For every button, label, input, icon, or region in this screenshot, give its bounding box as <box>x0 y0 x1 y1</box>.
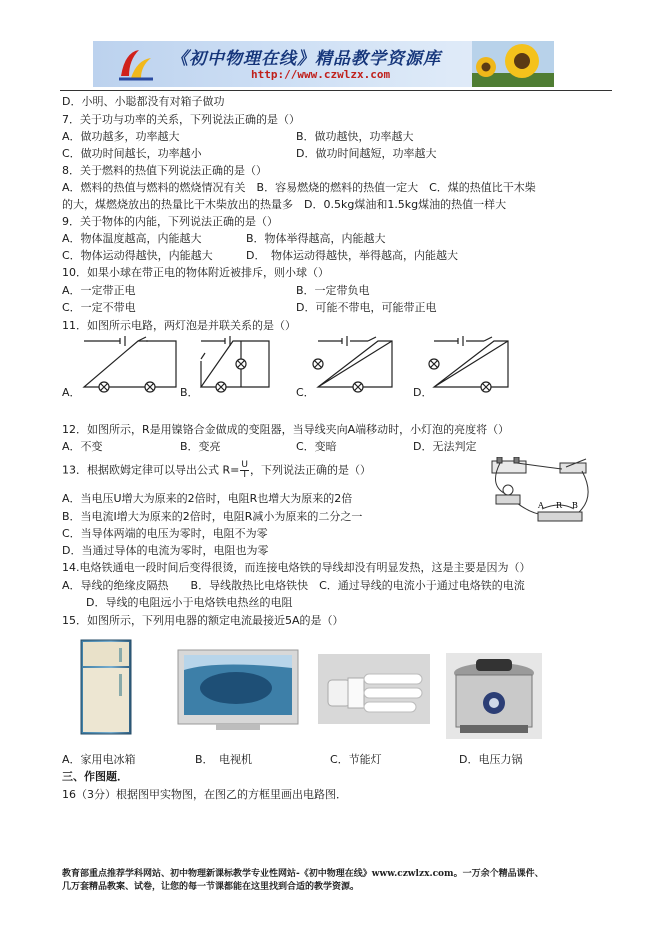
q11-circuit-a <box>78 335 182 395</box>
q15-stem: 15．如图所示，下列用电器的额定电流最接近5A的是（） <box>62 614 344 627</box>
q11-option-b-label: B． <box>180 386 199 399</box>
q11-option-a-label: A． <box>62 386 81 399</box>
q10-option-a: A．一定带正电 <box>62 284 136 297</box>
q12-option-a: A．不变 <box>62 440 103 453</box>
q11-option-c-label: C． <box>296 386 315 399</box>
q10-option-b: B．一定带负电 <box>296 284 370 297</box>
rheostat-label-r: R <box>556 501 563 510</box>
fridge-image <box>79 638 133 736</box>
q12-option-c: C．变暗 <box>296 440 337 453</box>
q15-option-b: B． 电视机 <box>195 753 253 766</box>
q11-circuit-d <box>428 335 514 395</box>
q13-option-c: C．当导体两端的电压为零时，电阻不为零 <box>62 527 268 540</box>
q13-stem-prefix: 13．根据欧姆定律可以导出公式 R= <box>62 463 240 477</box>
q7-stem: 7．关于功与功率的关系，下列说法正确的是（） <box>62 113 300 126</box>
banner-url[interactable]: http://www.czwlzx.com <box>251 68 391 81</box>
q11-circuit-c <box>312 335 398 395</box>
q8-options-line1: A．燃料的热值与燃料的燃烧情况有关 B．容易燃烧的燃料的热值一定大 C．煤的热值比干木柴 <box>62 181 536 194</box>
q12-option-b: B．变亮 <box>180 440 221 453</box>
q13-option-b: B．当电流I增大为原来的2倍时，电阻R减小为原来的二分之一 <box>62 510 363 523</box>
q13-stem <box>62 461 371 480</box>
q12-option-d: D．无法判定 <box>413 440 477 453</box>
q9-stem: 9．关于物体的内能，下列说法正确的是（） <box>62 215 278 228</box>
q14-options-line2: D．导线的电阻远小于电烙铁电热丝的电阻 <box>86 596 293 609</box>
q7-option-d: D．做功时间越短，功率越大 <box>296 147 437 160</box>
site-logo-icon <box>115 46 157 82</box>
q10-option-c: C．一定不带电 <box>62 301 136 314</box>
ohm-fraction <box>240 461 249 480</box>
q10-stem: 10．如果小球在带正电的物体附近被排斥，则小球（） <box>62 266 329 279</box>
q15-option-c: C．节能灯 <box>330 753 382 766</box>
q9-option-a: A．物体温度越高，内能越大 <box>62 232 202 245</box>
banner-title: 《初中物理在线》精品教学资源库 <box>171 49 441 69</box>
tv-image <box>176 648 300 732</box>
q14-options-line1: A．导线的绝缘皮隔热 B．导线散热比电烙铁快 C．通过导线的电流小于通过电烙铁的电流 <box>62 579 525 592</box>
q13-stem-suffix: ，下列说法正确的是（） <box>249 463 371 477</box>
section-3-heading: 三、作图题． <box>62 770 128 783</box>
q7-option-c: C．做功时间越长，功率越小 <box>62 147 202 160</box>
energy-saving-lamp-image <box>318 654 430 724</box>
q7-option-b: B．做功越快，功率越大 <box>296 130 414 143</box>
q8-options-line2: 的大，煤燃烧放出的热量比干木柴放出的热量多 D．0.5kg煤油和1.5kg煤油的热值一样大 <box>62 198 507 211</box>
pressure-cooker-image <box>446 653 542 739</box>
q11-circuit-b <box>195 335 275 395</box>
footer-line-2: 几万套精品教案、试卷，让您的每一节课都能在这里找到合适的教学资源。 <box>62 882 360 892</box>
q14-stem: 14.电烙铁通电一段时间后变得很烫，而连接电烙铁的导线却没有明显发热，这是主要是因为（） <box>62 561 531 574</box>
q12-rheostat-figure <box>486 457 598 527</box>
header-rule <box>60 90 612 91</box>
q8-stem: 8．关于燃料的热值下列说法正确的是（） <box>62 164 267 177</box>
q11-option-d-label: D． <box>413 386 433 399</box>
q13-option-d: D．当通过导体的电流为零时，电阻也为零 <box>62 544 269 557</box>
sunflower-image <box>472 41 554 87</box>
q15-option-a: A．家用电冰箱 <box>62 753 136 766</box>
q6-option-d: D．小明、小聪都没有对箱子做功 <box>62 95 225 108</box>
footer-line-1: 教育部重点推荐学科网站、初中物理新课标教学专业性网站-《初中物理在线》www.czwlzx.com。一万余个精品课件、 <box>62 869 544 879</box>
q16-stem: 16（3分）根据图甲实物图，在图乙的方框里画出电路图． <box>62 788 347 801</box>
q10-option-d: D．可能不带电，可能带正电 <box>296 301 437 314</box>
q7-option-a: A．做功越多，功率越大 <box>62 130 180 143</box>
fraction-numerator: U <box>241 460 248 470</box>
q13-option-a: A．当电压U增大为原来的2倍时，电阻R也增大为原来的2倍 <box>62 492 353 505</box>
fraction-denominator: I <box>243 470 246 480</box>
header-banner <box>93 41 554 87</box>
rheostat-label-a: A <box>538 501 544 510</box>
q9-option-c: C．物体运动得越快，内能越大 <box>62 249 213 262</box>
q9-option-d: D． 物体运动得越快，举得越高，内能越大 <box>246 249 458 262</box>
q11-stem: 11．如图所示电路，两灯泡是并联关系的是（） <box>62 319 296 332</box>
rheostat-label-b: B <box>572 501 578 510</box>
q9-option-b: B．物体举得越高，内能越大 <box>246 232 386 245</box>
q12-stem: 12．如图所示，R是用镍铬合金做成的变阻器，当导线夹向A端移动时，小灯泡的亮度将（） <box>62 423 510 436</box>
q15-option-d: D．电压力锅 <box>459 753 523 766</box>
